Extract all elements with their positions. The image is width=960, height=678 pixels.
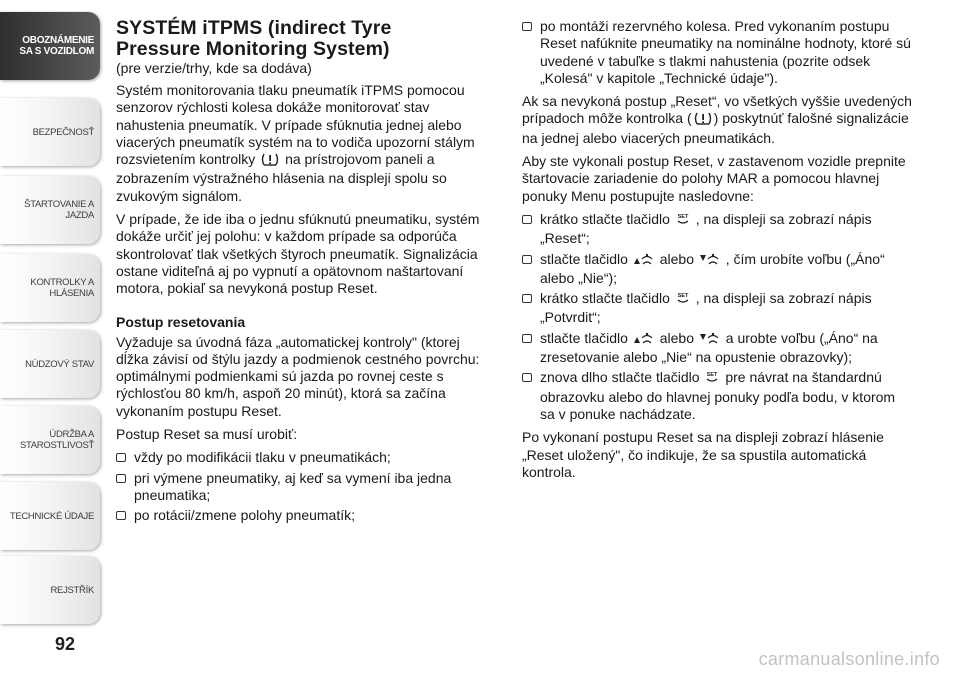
title-line: SYSTÉM iTPMS (indirect Tyre [116,17,392,39]
set-button-icon [705,370,719,388]
down-volume-button-icon [700,252,720,270]
tab-emergency[interactable] [0,330,100,398]
tab-label: KONTROLKY A HLÁSENIA [30,277,94,299]
bullet-list [116,449,496,524]
text-run: na prístrojovom paneli a zobrazením výstražného hlásenia na displeji spolu so zvukovým signálom. [116,151,447,204]
set-button-icon [676,212,690,230]
tab-safety[interactable] [0,98,100,166]
title-line: Pressure Monitoring System) [116,38,390,60]
bullet-list [522,18,912,87]
down-volume-button-icon [700,331,720,349]
tab-label: OBOZNÁMENIE SA S VOZIDLOM [19,35,94,57]
watermark: carmanualsonline.info [758,649,940,669]
tab-index[interactable] [0,556,100,624]
availability-note: (pre verzie/trhy, kde sa dodáva) [116,60,312,76]
text-run: Systém monitorovania tlaku pneumatík iTPMS pomocou senzorov rýchlosti kolesa dokáže monitorovať stav nahustenia pneumatík. V prípade sfúknutia jednej alebo viacerých pneumatík systém na to vodiča upozorní stálym rozsvietením kontrolky [116,82,475,168]
left-column [116,18,496,531]
text-run: , čím urobíte voľbu („Áno“ alebo „Nie“); [540,250,885,286]
set-button-icon [676,291,690,309]
up-volume-button-icon [634,252,654,270]
up-volume-button-icon [634,331,654,349]
tab-label: REJSTŘÍK [50,584,94,596]
text-run: a urobte voľbu („Áno“ na zresetovanie alebo „Nie“ na opustenie obrazovky); [540,329,878,366]
list-item [522,251,912,288]
text-run: stlačte tlačidlo [540,250,628,267]
list-item: pri výmene pneumatiky, aj keď sa vymení iba jedna pneumatika; [116,470,496,505]
tab-warnings[interactable] [0,254,100,322]
text-run: stlačte tlačidlo [540,329,628,346]
text-run: alebo [659,329,694,346]
tab-technical-data[interactable] [0,482,100,550]
tab-label: ÚDRŽBA A STAROSTLIVOSŤ [19,429,94,451]
list-item [522,330,912,367]
svg-text:SET: SET [677,213,689,220]
text-run: Ak sa nevykoná postup „Reset“, vo všetkých vyššie uvedených prípadoch môže kontrolka ( [522,93,912,127]
tab-vehicle-intro[interactable] [0,12,100,80]
tab-label: NÚDZOVÝ STAV [25,358,94,370]
subheading: Postup resetovania [116,313,246,330]
text-run: pre návrat na štandardnú obrazovku alebo do hlavnej ponuky podľa bodu, v ktorom sa v ponuke nachádzate. [540,369,896,422]
tab-label: BEZPEČNOSŤ [32,126,94,138]
paragraph [522,93,912,147]
svg-text:SET: SET [707,372,718,379]
tyre-pressure-warning-icon [261,153,279,170]
tab-label: ŠTARTOVANIE A JAZDA [24,199,94,221]
svg-text:SET: SET [677,293,689,300]
paragraph: Po vykonaní postupu Reset sa na displeji zobrazí hlásenie „Reset uložený", čo indikuje, že sa spustila automatická kontrola. [522,429,884,480]
list-item [522,290,912,327]
right-column [522,18,912,487]
tab-maintenance[interactable] [0,406,100,474]
paragraph: Vyžaduje sa úvodná fáza „automatickej kontroly" (ktorej dĺžka závisí od štýlu jazdy a podmienok cestného povrchu: optimálnymi podmienkami sú jazda po rovnej ceste s rýchlosťou 80 km/h, aspoň 20 minút), ktorá sa začína vykonaním postupu Reset. [116,333,480,419]
tab-label: TECHNICKÉ ÚDAJE [9,510,94,522]
section-title [116,18,496,60]
text-run: ) poskytnúť falošné signalizácie na jednej alebo viacerých pneumatikách. [522,110,909,146]
paragraph: Aby ste vykonali postup Reset, v zastavenom vozidle prepnite štartovacie zariadenie do polohy MAR a pomocou hlavnej ponuky Menu postupujte nasledovne: [522,153,906,204]
paragraph [116,82,496,205]
text-run: krátko stlačte tlačidlo [540,210,670,227]
list-item [522,211,912,248]
text-run: , na displeji sa zobrazí nápis „Potvrdit“; [540,290,872,326]
list-item: po rotácii/zmene polohy pneumatík; [116,507,496,524]
tyre-pressure-warning-icon [694,112,712,129]
chapter-sidebar [0,0,100,678]
reset-steps-list [522,211,912,423]
paragraph: Postup Reset sa musí urobiť: [116,426,298,443]
text-run: alebo [659,250,694,267]
page-number: 92 [54,634,76,654]
text-run: , na displeji sa zobrazí nápis „Reset“; [540,210,872,247]
text-run: krátko stlačte tlačidlo [540,290,670,307]
list-item [522,369,912,423]
text-run: znova dlho stlačte tlačidlo [540,369,700,386]
tab-starting-driving[interactable] [0,176,100,244]
paragraph: V prípade, že ide iba o jednu sfúknutú pneumatiku, systém dokáže určiť jej polohu: v každom prípade sa odporúča skontrolovať tlak všetkých štyroch pneumatík. Signalizácia ostane viditeľná aj po vypnutí a opätovnom naštartovaní motora, pokiaľ sa nevykoná postup Reset. [116,211,480,297]
list-item: vždy po modifikácii tlaku v pneumatikách; [116,449,496,466]
list-item: po montáži rezervného kolesa. Pred vykonaním postupu Reset nafúknite pneumatiky na nominálne hodnoty, ktoré sú uvedené v tabuľke s tlakmi nahustenia (pozrite odsek „Kolesá" v kapitole „Technické údaje"). [522,18,912,87]
